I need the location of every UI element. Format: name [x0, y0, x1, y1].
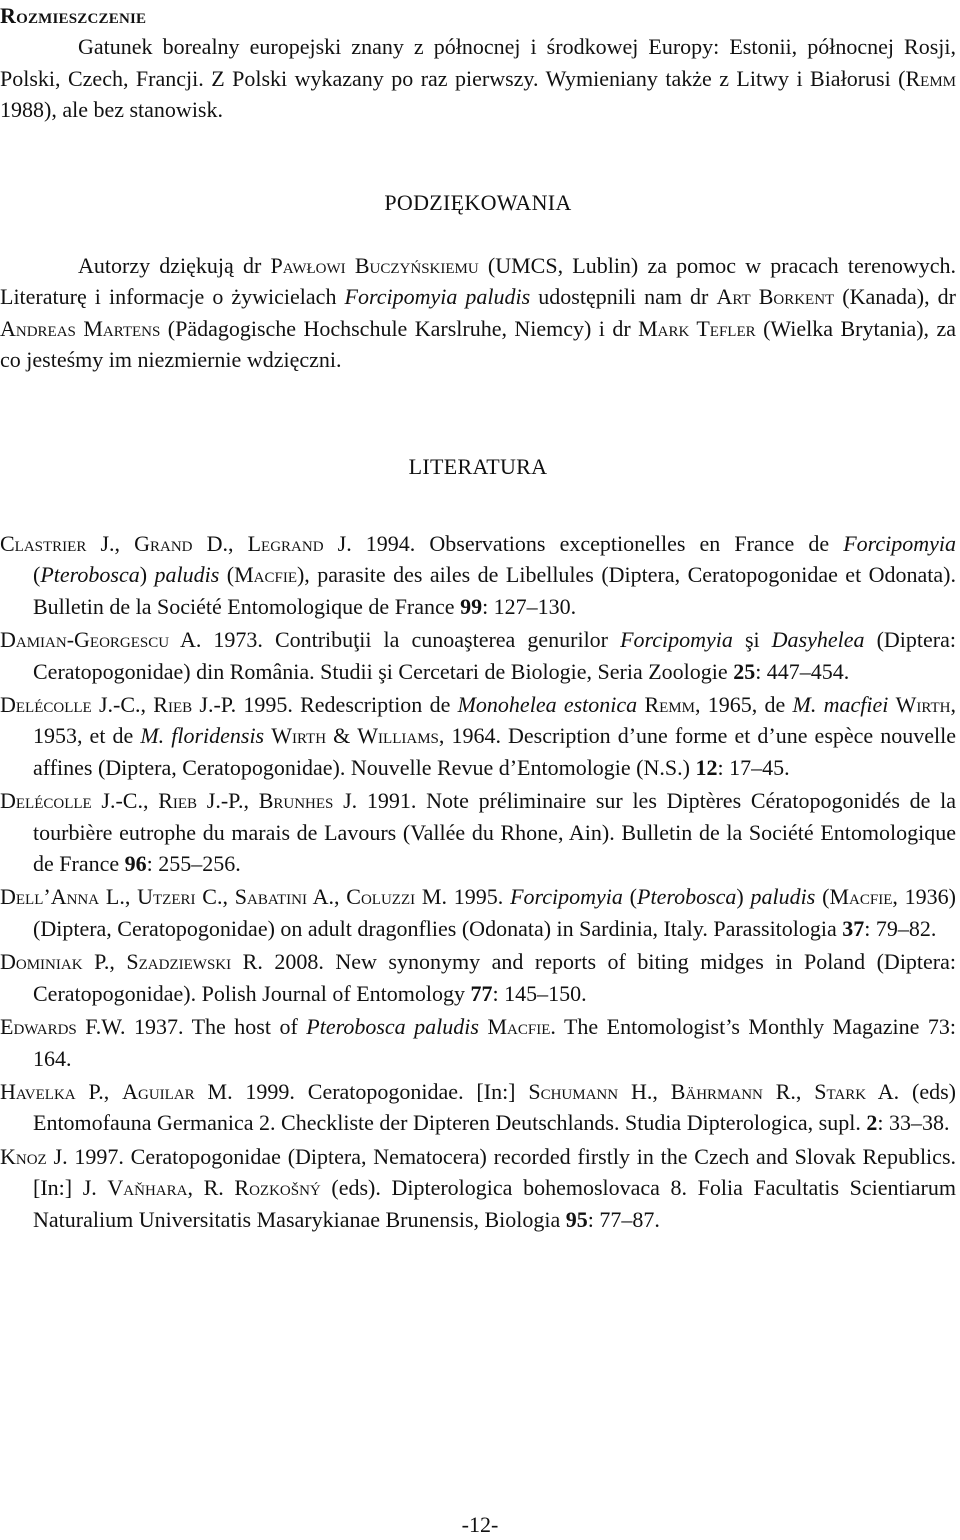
- reference-item: Damian-Georgescu A. 1973. Contribuţii la cunoaşterea genurilor Forcipomyia şi Dasyhelea (Diptera: Ceratopogonidae) din România. Studii şi Cercetari de Biologie, Seria Zoologie 25: 447–454.: [0, 627, 956, 684]
- acknowledgements-section: [0, 250, 956, 376]
- reference-item: Delécolle J.-C., Rieb J.-P., Brunhes J. 1991. Note préliminaire sur les Diptères Cératopogonidés de la tourbière eutrophe du marais de Lavours (Vallée du Rhone, Ain). Bulletin de la Société Entomologique de France 96: 255–256.: [0, 788, 957, 877]
- distribution-heading: Rozmieszczenie: [0, 3, 147, 28]
- distribution-paragraph: Gatunek borealny europejski znany z północnej i środkowej Europy: Estonii, północnej Rosji, Polski, Czech, Francji. Z Polski wykazany po raz pierwszy. Wymieniany także z Litwy i Białorusi (Remm 1988), ale bez stanowisk.: [0, 34, 956, 123]
- acknowledgements-heading: PODZIĘKOWANIA: [384, 190, 572, 215]
- reference-list: [0, 528, 956, 1237]
- reference-item: Delécolle J.-C., Rieb J.-P. 1995. Redescription de Monohelea estonica Remm, 1965, de M. macfiei Wirth, 1953, et de M. floridensis Wirth & Williams, 1964. Description d’une forme et d’une espèce nouvelle affines (Diptera, Ceratopogonidae). Nouvelle Revue d’Entomologie (N.S.) 12: 17–45.: [0, 692, 956, 780]
- acknowledgements-paragraph: Autorzy dziękują dr Pawłowi Buczyńskiemu (UMCS, Lublin) za pomoc w pracach terenowych. Literaturę i informacje o żywicielach Forcipomyia paludis udostępnili nam dr Art Borkent (Kanada), dr Andreas Martens (Pädagogische Hochschule Karslruhe, Niemcy) i dr Mark Tefler (Wielka Brytania), za co jesteśmy im niezmiernie wdzięczni.: [0, 253, 957, 373]
- reference-item: Dell’Anna L., Utzeri C., Sabatini A., Coluzzi M. 1995. Forcipomyia (Pterobosca) paludis (Macfie, 1936) (Diptera, Ceratopogonidae) on adult dragonflies (Odonata) in Sardinia, Italy. Parassitologia 37: 79–82.: [0, 884, 956, 941]
- reference-item: Dominiak P., Szadziewski R. 2008. New synonymy and reports of biting midges in Poland (Diptera: Ceratopogonidae). Polish Journal of Entomology 77: 145–150.: [0, 949, 957, 1006]
- page-number: -12-: [461, 1512, 499, 1537]
- reference-item: Knoz J. 1997. Ceratopogonidae (Diptera, Nematocera) recorded firstly in the Czech and Slovak Republics. [In:] J. Vaňhara, R. Rozkošný (eds). Dipterologica bohemoslovaca 8. Folia Facultatis Scientiarum Naturalium Universitatis Masarykianae Brunensis, Biologia 95: 77–87.: [0, 1143, 956, 1232]
- distribution-section: [0, 0, 956, 126]
- reference-item: Havelka P., Aguilar M. 1999. Ceratopogonidae. [In:] Schumann H., Bährmann R., Stark A. (eds) Entomofauna Germanica 2. Checkliste der Dipteren Deutschlands. Studia Dipterologica, supl. 2: 33–38.: [0, 1078, 956, 1136]
- reference-item: Edwards F.W. 1937. The host of Pterobosca paludis Macfie. The Entomologist’s Monthly Magazine 73: 164.: [0, 1014, 957, 1071]
- author-name: Remm: [905, 65, 956, 91]
- reference-item: Clastrier J., Grand D., Legrand J. 1994. Observations exceptionelles en France de Forcipomyia (Pterobosca) paludis (Macfie), parasite des ailes de Libellules (Diptera, Ceratopogonidae et Odonata). Bulletin de la Société Entomologique de France 99: 127–130.: [0, 531, 957, 619]
- literature-heading: LITERATURA: [408, 454, 548, 479]
